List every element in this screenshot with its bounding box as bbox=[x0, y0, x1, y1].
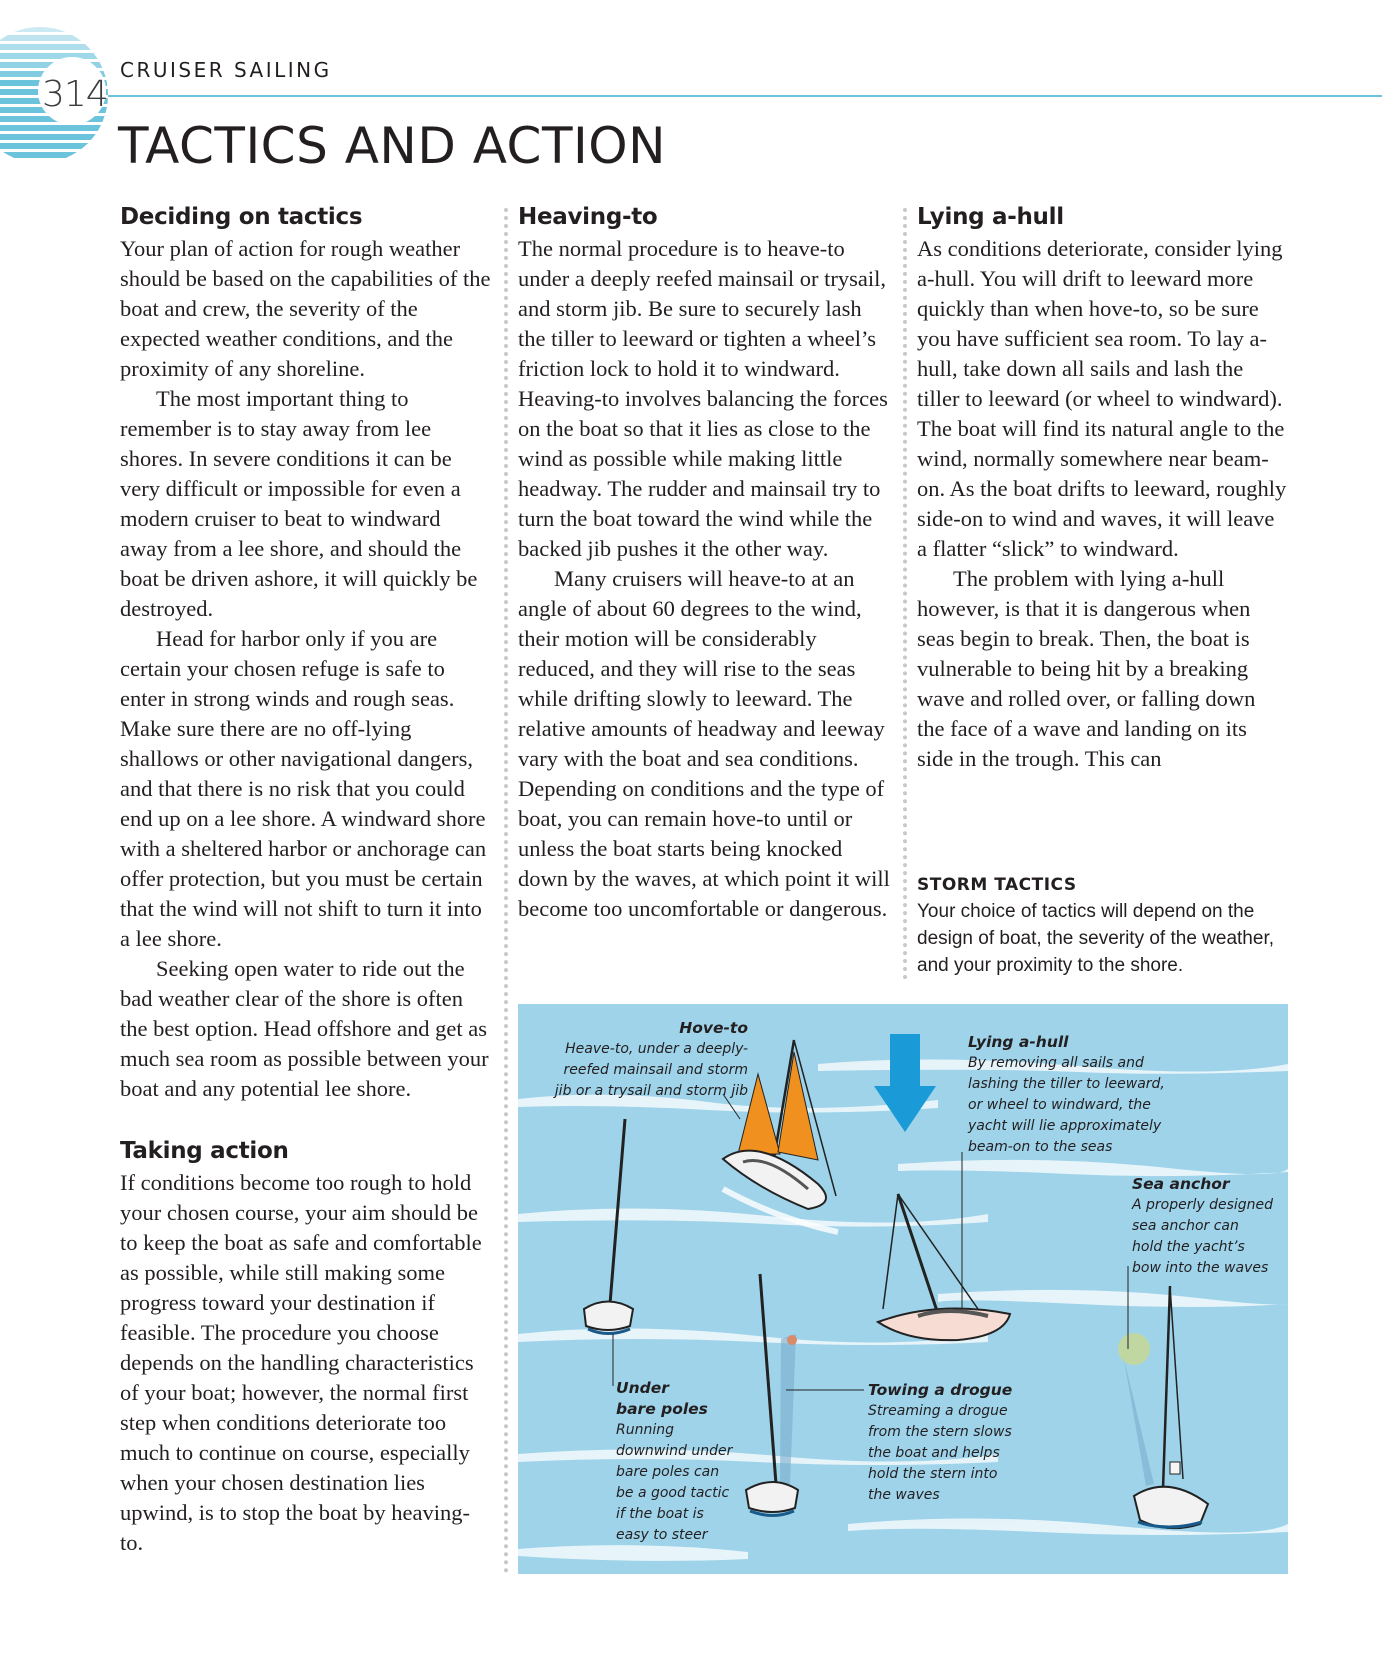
caption-lying-a-hull: Lying a-hull By removing all sails and lashing the tiller to leeward, or wheel to windward, the yacht will lie approximately beam-on to the seas bbox=[968, 1032, 1168, 1158]
drogue-boat-icon bbox=[746, 1274, 798, 1516]
heading-lying-a-hull: Lying a-hull bbox=[917, 204, 1064, 230]
caption-title: Lying a-hull bbox=[968, 1033, 1069, 1051]
column-3 bbox=[917, 200, 1287, 774]
page-number: 314 bbox=[42, 74, 108, 115]
caption-title: Towing a drogue bbox=[868, 1381, 1013, 1399]
wind-arrow-icon bbox=[874, 1034, 936, 1132]
paragraph: Head for harbor only if you are certain your chosen refuge is safe to enter in strong winds and rough seas. Make sure there are no off-lying shallows or other navigational dangers, and that there is no risk that you could end up on a lee shore. A windward shore with a sheltered harbor or anchorage can offer protection, but you must be certain that the wind will not shift to turn it into a lee shore. bbox=[120, 626, 487, 951]
column-2 bbox=[518, 200, 894, 924]
sea-anchor-boat-icon bbox=[1118, 1286, 1208, 1528]
storm-tactics-heading: STORM TACTICS bbox=[917, 875, 1077, 895]
caption-title: Sea anchor bbox=[1132, 1175, 1230, 1193]
heading-deciding-on-tactics: Deciding on tactics bbox=[120, 204, 363, 230]
storm-tactics-text: Your choice of tactics will depend on the design of boat, the severity of the weather, and your proximity to the shore. bbox=[917, 901, 1275, 976]
caption-towing-drogue: Towing a drogue Streaming a drogue from the stern slows the boat and helps hold the stern into the waves bbox=[868, 1380, 1038, 1506]
lying-a-hull-boat-icon bbox=[878, 1194, 1010, 1340]
paragraph: The most important thing to remember is to stay away from lee shores. In severe conditions it can be very difficult or impossible for even a modern cruiser to beat to windward away from a lee shore, and should the boat be driven ashore, it will quickly be destroyed. bbox=[120, 386, 478, 621]
header-rule bbox=[108, 95, 1382, 97]
column-divider bbox=[504, 208, 508, 1574]
paragraph: As conditions deteriorate, consider lying a-hull. You will drift to leeward more quickly than when hove-to, so be sure you have sufficient sea room. To lay a-hull, take down all sails and lash the tiller to leeward (or wheel to windward). The boat will find its natural angle to the wind, normally somewhere near beam-on. As the boat drifts to leeward, roughly side-on to wind and waves, it will leave a flatter “slick” to windward. bbox=[917, 236, 1287, 561]
paragraph: Your plan of action for rough weather should be based on the capabilities of the boat and crew, the severity of the expected weather conditions, and the proximity of any shoreline. bbox=[120, 236, 491, 381]
heading-heaving-to: Heaving-to bbox=[518, 204, 658, 230]
paragraph: Many cruisers will heave-to at an angle of about 60 degrees to the wind, their motion will be considerably reduced, and they will rise to the seas while drifting slowly to leeward. The relative amounts of headway and leeway vary with the boat and sea conditions. Depending on conditions and the type of boat, you can remain hove-to until or unless the boat starts being knocked down by the waves, at which point it will become too uncomfortable or dangerous. bbox=[518, 566, 890, 921]
column-divider bbox=[903, 208, 907, 980]
caption-title: Under bbox=[616, 1379, 669, 1397]
bare-poles-boat-icon bbox=[584, 1119, 633, 1334]
column-1 bbox=[120, 200, 492, 1558]
heading-taking-action: Taking action bbox=[120, 1138, 289, 1164]
paragraph: Seeking open water to ride out the bad weather clear of the shore is often the best option. Head offshore and get as much sea room as possible between your boat and any potential lee shore. bbox=[120, 956, 489, 1101]
paragraph: If conditions become too rough to hold your chosen course, your aim should be to keep the boat as safe and comfortable as possible, while still making some progress toward your destination if feasible. The procedure you choose depends on the handling characteristics of your boat; however, the normal first step when conditions deteriorate too much to continue on course, especially when your chosen destination lies upwind, is to stop the boat by heaving-to. bbox=[120, 1170, 482, 1555]
section-label: CRUISER SAILING bbox=[120, 58, 332, 82]
storm-tactics-illustration bbox=[518, 1004, 1288, 1574]
storm-tactics-box bbox=[917, 872, 1297, 979]
page-title: TACTICS AND ACTION bbox=[118, 117, 667, 175]
caption-bare-poles: Under bare poles Running downwind under bare poles can be a good tactic if the boat is easy to steer bbox=[616, 1378, 746, 1546]
paragraph: The problem with lying a-hull however, is that it is dangerous when seas begin to break. Then, the boat is vulnerable to being hit by a breaking wave and rolled over, or falling down the face of a wave and landing on its side in the trough. This can bbox=[917, 566, 1256, 771]
caption-hove-to: Hove-to Heave-to, under a deeply- reefed mainsail and storm jib or a trysail and storm jib bbox=[538, 1018, 748, 1102]
paragraph: The normal procedure is to heave-to under a deeply reefed mainsail or trysail, and storm jib. Be sure to securely lash the tiller to leeward or tighten a wheel’s friction lock to hold it to windward. Heaving-to involves balancing the forces on the boat so that it lies as close to the wind as possible while making little headway. The rudder and mainsail try to turn the boat toward the wind while the backed jib pushes it the other way. bbox=[518, 236, 888, 561]
caption-title: Hove-to bbox=[679, 1019, 748, 1037]
caption-sea-anchor: Sea anchor A properly designed sea anchor can hold the yacht’s bow into the waves bbox=[1132, 1174, 1282, 1279]
caption-title: bare poles bbox=[616, 1400, 708, 1418]
